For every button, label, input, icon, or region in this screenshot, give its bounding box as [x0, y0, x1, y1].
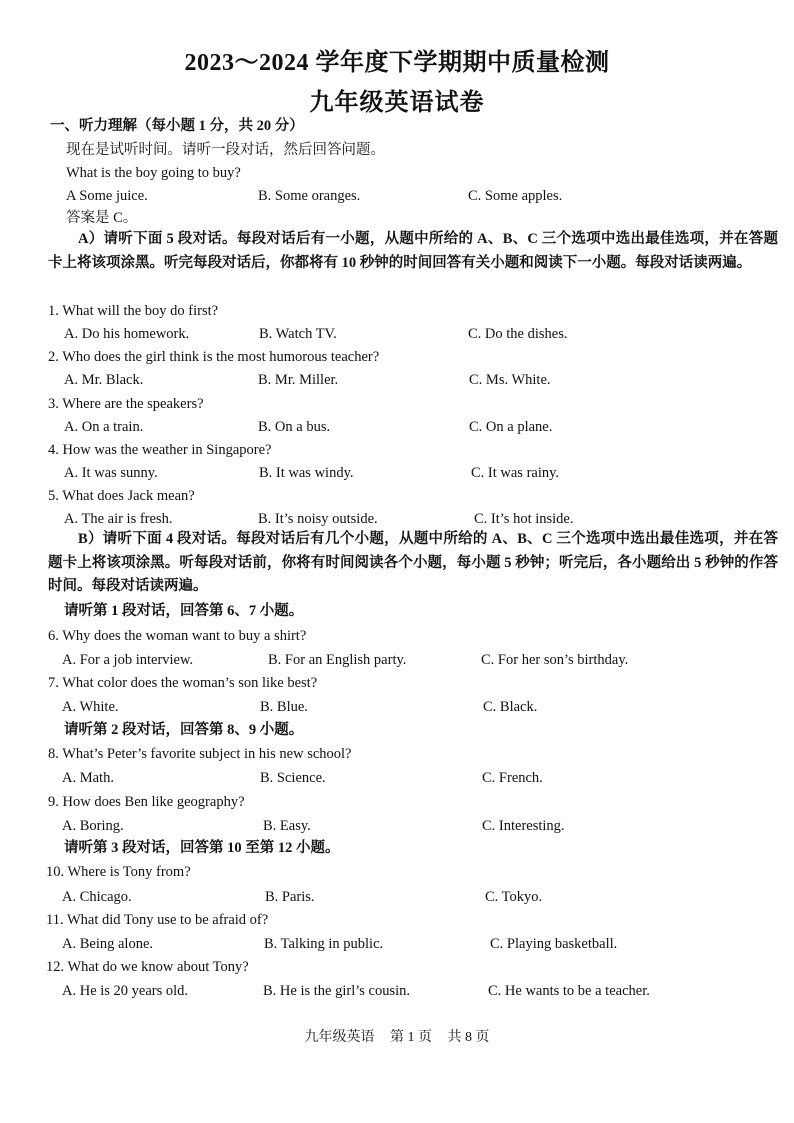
question-5-option-c: C. It’s hot inside.	[474, 511, 574, 527]
question-11-option-c: C. Playing basketball.	[490, 936, 618, 952]
trial-option-c: C. Some apples.	[468, 188, 563, 204]
question-10-option-a: A. Chicago.	[62, 889, 132, 905]
part-b-instructions: B）请听下面 4 段对话。每段对话后有几个小题，从题中所给的 A、B、C 三个选项中选出最佳选项，并在答题卡上将该项涂黑。听每段对话前，你将有时间阅读各个小题，每小题 5 秒钟；听完后，各小题给出 5 秒钟的作答时间。每段对话读两遍。	[48, 531, 778, 594]
question-3-option-a: A. On a train.	[64, 419, 144, 435]
question-10-option-b: B. Paris.	[265, 889, 315, 905]
footer-total-pages: 共 8 页	[447, 1030, 490, 1045]
question-4-option-c: C. It was rainy.	[471, 465, 560, 481]
question-9-option-c: C. Interesting.	[482, 818, 565, 834]
dialog-2-note: 请听第 2 段对话，回答第 8、9 小题。	[64, 722, 304, 738]
exam-subtitle: 九年级英语试卷	[309, 90, 485, 116]
section-heading: 一、听力理解（每小题 1 分，共 20 分）	[50, 118, 304, 134]
trial-question: What is the boy going to buy?	[66, 165, 241, 181]
question-7-option-c: C. Black.	[483, 699, 538, 715]
trial-option-a: A Some juice.	[66, 188, 148, 204]
question-1-option-b: B. Watch TV.	[259, 326, 337, 342]
exam-title: 2023～2024 学年度下学期期中质量检测	[184, 50, 610, 76]
question-12-option-a: A. He is 20 years old.	[62, 983, 189, 999]
question-7-option-a: A. White.	[62, 699, 119, 715]
question-10-option-c: C. Tokyo.	[485, 889, 543, 905]
question-12: 12. What do we know about Tony?	[46, 959, 249, 975]
question-12-option-b: B. He is the girl’s cousin.	[263, 983, 411, 999]
part-a-instructions: A）请听下面 5 段对话。每段对话后有一小题，从题中所给的 A、B、C 三个选项中选出最佳选项，并在答题卡上将该项涂黑。听完每段对话后，你都将有 10 秒钟的时间回答有关小题和阅读下一小题。每段对话读两遍。	[48, 231, 778, 271]
question-2-option-a: A. Mr. Black.	[64, 372, 144, 388]
question-8-option-a: A. Math.	[62, 770, 114, 786]
question-4-option-a: A. It was sunny.	[64, 465, 158, 481]
question-2-option-c: C. Ms. White.	[469, 372, 551, 388]
question-7: 7. What color does the woman’s son like best?	[48, 675, 318, 691]
trial-intro: 现在是试听时间。请听一段对话，然后回答问题。	[66, 142, 385, 158]
question-7-option-b: B. Blue.	[260, 699, 308, 715]
question-1-option-a: A. Do his homework.	[64, 326, 190, 342]
question-5-option-b: B. It’s noisy outside.	[258, 511, 378, 527]
question-2-option-b: B. Mr. Miller.	[258, 372, 339, 388]
question-9-option-b: B. Easy.	[263, 818, 311, 834]
question-11-option-a: A. Being alone.	[62, 936, 154, 952]
question-4: 4. How was the weather in Singapore?	[48, 442, 272, 458]
trial-answer: 答案是 C。	[66, 210, 138, 226]
footer-page-number: 第 1 页	[390, 1030, 432, 1045]
question-6-option-a: A. For a job interview.	[62, 652, 194, 668]
question-5: 5. What does Jack mean?	[48, 488, 195, 504]
question-9: 9. How does Ben like geography?	[48, 794, 245, 810]
question-8-option-c: C. French.	[482, 770, 543, 786]
question-11-option-b: B. Talking in public.	[264, 936, 384, 952]
question-6: 6. Why does the woman want to buy a shirt?	[48, 628, 307, 644]
question-6-option-c: C. For her son’s birthday.	[481, 652, 629, 668]
trial-option-b: B. Some oranges.	[258, 188, 361, 204]
question-10: 10. Where is Tony from?	[46, 864, 191, 880]
footer-subject: 九年级英语	[304, 1030, 375, 1045]
question-8-option-b: B. Science.	[260, 770, 326, 786]
question-11: 11. What did Tony use to be afraid of?	[46, 912, 269, 928]
question-2: 2. Who does the girl think is the most humorous teacher?	[48, 349, 380, 365]
dialog-3-note: 请听第 3 段对话，回答第 10 至第 12 小题。	[64, 840, 340, 856]
question-4-option-b: B. It was windy.	[259, 465, 354, 481]
question-12-option-c: C. He wants to be a teacher.	[488, 983, 650, 999]
question-5-option-a: A. The air is fresh.	[64, 511, 173, 527]
question-6-option-b: B. For an English party.	[268, 652, 407, 668]
question-8: 8. What’s Peter’s favorite subject in his new school?	[48, 746, 352, 762]
question-3: 3. Where are the speakers?	[48, 396, 204, 412]
question-1: 1. What will the boy do first?	[48, 303, 219, 319]
dialog-1-note: 请听第 1 段对话，回答第 6、7 小题。	[64, 603, 304, 619]
question-9-option-a: A. Boring.	[62, 818, 124, 834]
question-3-option-c: C. On a plane.	[469, 419, 553, 435]
question-3-option-b: B. On a bus.	[258, 419, 331, 435]
page-footer	[0, 1026, 794, 1046]
question-1-option-c: C. Do the dishes.	[468, 326, 568, 342]
